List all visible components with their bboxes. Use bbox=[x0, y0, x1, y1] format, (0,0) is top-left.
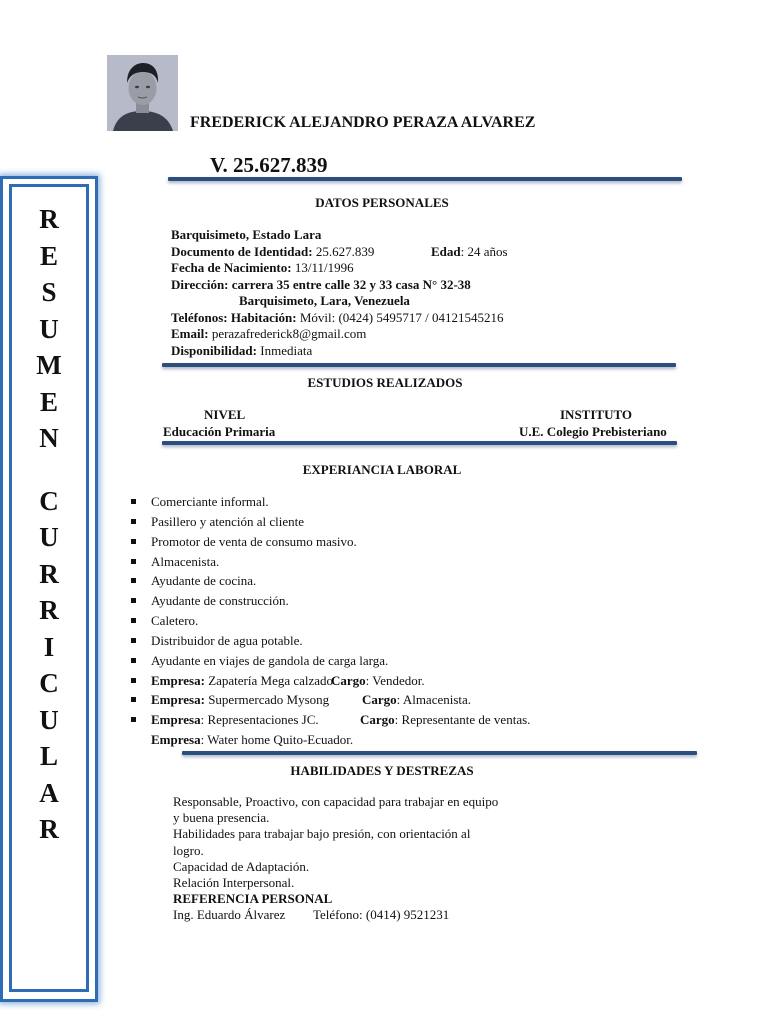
job-item: Empresa: Supermercado Mysong Cargo: Almacenista. bbox=[126, 690, 388, 710]
banner-letter: E bbox=[39, 240, 58, 271]
banner-letter: U bbox=[39, 704, 59, 735]
bullet-square-icon bbox=[131, 598, 136, 603]
habilidades-line: y buena presencia. bbox=[173, 810, 270, 826]
list-item: Almacenista. bbox=[126, 552, 388, 572]
banner-letter: N bbox=[39, 423, 59, 453]
datos-direccion-line2: Barquisimeto, Lara, Venezuela bbox=[239, 293, 410, 308]
datos-edad: Edad: 24 años bbox=[431, 243, 508, 259]
job-cargo: Cargo: Almacenista. bbox=[362, 692, 472, 708]
banner-letter: R bbox=[39, 814, 59, 844]
banner-letter: C bbox=[39, 668, 59, 698]
referencia-title: REFERENCIA PERSONAL bbox=[173, 891, 333, 907]
datos-block bbox=[171, 227, 508, 359]
habilidades-line: Relación Interpersonal. bbox=[173, 875, 295, 891]
datos-telefonos: Teléfonos: Habitación: Móvil: (0424) 5495717 / 04121545216 bbox=[171, 309, 504, 325]
id-number: V. 25.627.839 bbox=[210, 153, 328, 177]
job-cargo: Cargo: Vendedor. bbox=[331, 672, 425, 688]
estudios-col1-value: Educación Primaria bbox=[163, 424, 276, 439]
datos-documento: Documento de Identidad: 25.627.839 Edad: 24 años bbox=[171, 243, 508, 259]
section-divider bbox=[182, 751, 697, 755]
datos-nacimiento: Fecha de Nacimiento: 13/11/1996 bbox=[171, 260, 354, 275]
habilidades-title: HABILIDADES Y DESTREZAS bbox=[290, 763, 474, 778]
list-item: Comerciante informal. bbox=[126, 492, 388, 512]
list-item: Promotor de venta de consumo masivo. bbox=[126, 532, 388, 552]
habilidades-line: Responsable, Proactivo, con capacidad para trabajar en equipo bbox=[173, 794, 499, 809]
experiencia-title: EXPERIANCIA LABORAL bbox=[302, 462, 462, 477]
job-item: Empresa: Water home Quito-Ecuador. bbox=[151, 732, 354, 748]
job-item: Empresa: Zapatería Mega calzado Cargo: Vendedor. bbox=[126, 671, 388, 691]
list-item: Ayudante de cocina. bbox=[126, 571, 388, 591]
job-item: Empresa: Representaciones JC. Cargo: Representante de ventas. bbox=[126, 710, 388, 730]
banner-letter: E bbox=[39, 386, 58, 417]
referencia-phone: Teléfono: (0414) 9521231 bbox=[313, 907, 450, 923]
estudios-col2-header: INSTITUTO bbox=[560, 407, 633, 422]
banner-letter: C bbox=[39, 485, 59, 516]
habilidades-line: logro. bbox=[173, 842, 204, 858]
list-item: Distribuidor de agua potable. bbox=[126, 631, 388, 651]
bullet-square-icon bbox=[131, 658, 136, 663]
banner-letter: U bbox=[39, 313, 59, 344]
datos-email: Email: perazafrederick8@gmail.com bbox=[171, 326, 367, 341]
banner-letter: R bbox=[39, 204, 59, 234]
banner-letter: A bbox=[39, 777, 59, 808]
banner-letter: L bbox=[39, 741, 58, 771]
bullet-square-icon bbox=[131, 499, 136, 504]
list-item: Caletero. bbox=[126, 611, 388, 631]
referencia-line: Ing. Eduardo Álvarez Teléfono: (0414) 9521231 bbox=[173, 907, 450, 923]
bullet-square-icon bbox=[131, 618, 136, 623]
bullet-square-icon bbox=[131, 559, 136, 564]
banner-letter: R bbox=[39, 558, 59, 589]
banner-letter: M bbox=[36, 350, 62, 380]
estudios-col1-header: NIVEL bbox=[204, 407, 246, 422]
bullet-square-icon bbox=[131, 678, 136, 683]
profile-photo bbox=[107, 55, 178, 131]
datos-direccion: Dirección: carrera 35 entre calle 32 y 33 casa N° 32-38 bbox=[171, 276, 471, 292]
bullet-square-icon bbox=[131, 519, 136, 524]
banner-letter: U bbox=[39, 522, 59, 552]
banner-letter: R bbox=[39, 595, 59, 625]
bullet-square-icon bbox=[131, 539, 136, 544]
job-cargo: Cargo: Representante de ventas. bbox=[360, 712, 531, 728]
bullet-square-icon bbox=[131, 578, 136, 583]
habilidades-line: Habilidades para trabajar bajo presión, con orientación al bbox=[173, 826, 471, 842]
estudios-col2-value: U.E. Colegio Prebisteriano bbox=[519, 424, 667, 439]
datos-disponibilidad: Disponibilidad: Inmediata bbox=[171, 342, 313, 358]
section-divider bbox=[162, 441, 677, 445]
list-item: Ayudante de construcción. bbox=[126, 591, 388, 611]
habilidades-block bbox=[173, 794, 498, 924]
bullet-square-icon bbox=[131, 717, 136, 722]
datos-city: Barquisimeto, Estado Lara bbox=[171, 227, 322, 242]
datos-title: DATOS PERSONALES bbox=[315, 195, 449, 210]
habilidades-line: Capacidad de Adaptación. bbox=[173, 858, 310, 874]
banner-letter: S bbox=[41, 277, 57, 307]
bullet-square-icon bbox=[131, 638, 136, 643]
banner-letter: I bbox=[43, 631, 55, 662]
list-item: Pasillero y atención al cliente bbox=[126, 512, 388, 532]
estudios-title: ESTUDIOS REALIZADOS bbox=[307, 375, 463, 390]
experiencia-list bbox=[126, 492, 531, 750]
full-name: FREDERICK ALEJANDRO PERAZA ALVAREZ bbox=[190, 114, 536, 131]
list-item: Ayudante en viajes de gandola de carga larga. bbox=[126, 651, 388, 671]
side-banner-text bbox=[9, 201, 89, 848]
section-divider bbox=[168, 177, 682, 181]
section-divider bbox=[162, 363, 676, 367]
bullet-square-icon bbox=[131, 697, 136, 702]
